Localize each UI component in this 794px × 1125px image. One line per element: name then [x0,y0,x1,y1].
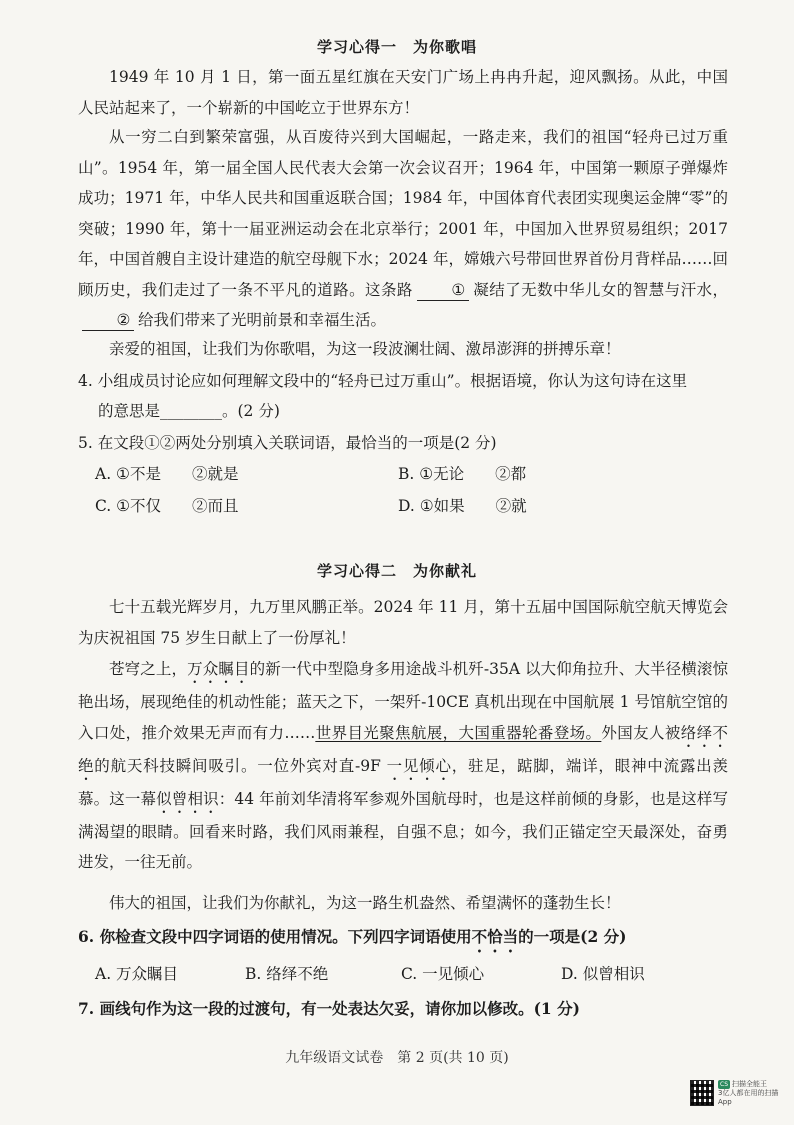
question-6 [78,922,738,956]
section2-paragraph-3: 伟大的祖国，让我们为你献礼，为这一路生机盎然、希望满怀的蓬勃生长！ [109,894,621,912]
scanner-logo: CS [720,1080,729,1088]
dotted-word-1: 万众瞩目 [187,660,250,678]
blank-2: ② [82,310,134,331]
section2-paragraph-2-text-a: 苍穹之上， [109,660,188,678]
question-4-line-2: 的意思是________。(2 分) [98,402,280,420]
question-7: 7. 画线句作为这一段的过渡句，有一处表达欠妥，请你加以修改。(1 分) [78,999,580,1018]
question-6-option-d[interactable]: D. 似曾相识 [561,965,645,983]
section-title-1: 学习心得一 为你歌唱 [316,38,477,56]
section1-paragraph-3: 亲爱的祖国，让我们为你歌唱，为这一段波澜壮阔、激昂澎湃的拼搏乐章！ [109,340,621,358]
section1-paragraph-2-text-a: 从一穷二白到繁荣富强，从百废待兴到大国崛起，一路走来，我们的祖国“轻舟已过万重山”。1954 年，第一届全国人民代表大会第一次会议召开；1964 年，中国第一颗原子弹爆炸成功；1971 年，中华人民共和国重返联合国；1984 年，中国体育代表团实现奥运金牌“零”的突破；1990 年，第十一届亚洲运动会在北京举行；2001 年，中国加入世界贸易组织；2017 年，中国首艘自主设计建造的航空母舰下水；2024 年，嫦娥六号带回世界首份月背样品……回顾历史，我们走过了一条不平凡的道路。这条路 [78,128,728,299]
question-6-text-a: 6. 你检查文段中四字词语的使用情况。下列四字词语使用 [78,927,472,946]
question-5-option-c[interactable]: C. ①不仅 ②而且 [95,497,239,515]
question-6-text-b: 的一项是(2 分) [518,927,627,946]
section-title-2: 学习心得二 为你献礼 [316,562,477,580]
blank-1: ① [417,280,469,301]
scanner-text [718,1080,786,1107]
scanner-sub: 3亿人都在用的扫描App [718,1088,779,1106]
question-6-option-b[interactable]: B. 络绎不绝 [245,965,329,983]
question-5-option-d[interactable]: D. ①如果 ②就 [398,497,527,515]
underlined-sentence: 世界目光聚焦航展，大国重器轮番登场。 [315,723,602,742]
qr-code-icon [690,1080,714,1106]
page-footer: 九年级语文试卷 第 2 页(共 10 页) [285,1050,509,1066]
section2-paragraph-2-text-f: ：44 年前刘华清将军参观外国航母时，也是这样前倾的身影，也是这样写满渴望的眼睛。回看来时路，我们风雨兼程，自强不息；如今，我们正锚定空天最深处，奋勇进发，一往无前。 [78,789,728,871]
question-4 [78,366,738,426]
section1-paragraph-2-text-c: 给我们带来了光明前景和幸福生活。 [138,311,387,329]
question-4-line-1: 4. 小组成员讨论应如何理解文段中的“轻舟已过万重山”。根据语境，你认为这句诗在这里 [78,372,688,390]
dotted-word-4: 似曾相识 [156,789,219,808]
section2-paragraph-1: 七十五载光辉岁月，九万里风鹏正举。2024 年 11 月，第十五届中国国际航空航天博览会为庆祝祖国 75 岁生日献上了一份厚礼！ [78,598,728,647]
section2-paragraph-2-text-e: ，驻足，踮脚，端详，眼神中流露出羡慕。这一幕 [78,756,728,808]
question-6-emphasis: 不恰当 [471,927,519,946]
section1-paragraph-2-text-b: 凝结了无数中华儿女的智慧与汗水， [472,280,728,299]
question-5-option-b[interactable]: B. ①无论 ②都 [398,465,527,483]
section2-paragraph-2-text-c: 外国友人被 [601,723,681,742]
section1-paragraph-2 [78,122,728,336]
question-6-option-c[interactable]: C. 一见倾心 [401,965,485,983]
dotted-word-2: 络绎不绝 [78,723,728,775]
question-5: 5. 在文段①②两处分别填入关联词语，最恰当的一项是(2 分) [78,434,497,452]
dotted-word-3: 一见倾心 [386,756,452,775]
question-6-option-a[interactable]: A. 万众瞩目 [95,965,179,983]
section2-paragraph-2-text-b: 的新一代中型隐身多用途战斗机歼-35A 以大仰角拉升、大半径横滚惊艳出场，展现绝佳的机动性能；蓝天之下，一架歼-10CE 真机出现在中国航展 1 号馆航空馆的入口处，推介效果无声而有力…… [78,660,728,742]
question-5-option-a[interactable]: A. ①不是 ②就是 [95,465,239,483]
scanner-name: 扫描全能王 [732,1079,768,1088]
section2-paragraph-2-text-d: 的航天科技瞬间吸引。一位外宾对直-9F [94,756,387,775]
scanner-watermark [690,1078,786,1108]
section2-paragraph-2 [78,654,728,878]
section1-paragraph-1: 1949 年 10 月 1 日，第一面五星红旗在天安门广场上冉冉升起，迎风飘扬。从此，中国人民站起来了，一个崭新的中国屹立于世界东方！ [78,68,728,117]
